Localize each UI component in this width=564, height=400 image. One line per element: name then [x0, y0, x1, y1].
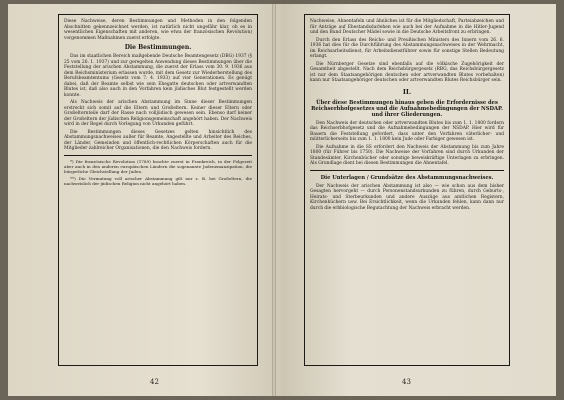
- right-text-frame: [304, 14, 510, 366]
- paragraph: Das im staatlichen Bereich maßgebende Deutsche Beamtengesetz (DBG) 1937 (§ 25 vom 26. 1. 1937) und zur geregelten Anwendung dieses Bestimmungen über die Feststellung der arischen Abstammung, die zuerst der Erlass vom 30. 9. 1936 aus dem Reichsministerium erlassen wurde, mit dem Gesetz zur Wiederherstellung des Berufsbeamtentums (Gesetz vom 7. 4. 1933) auf vier Generationen. Es genügt dabei, daß der Beamte selbst wie sein Ehegatte deutschen oder artverwandten Blutes ist, daß also auch in den Vorfahren kein jüdisches Blut festgestellt werden konnte.: [64, 54, 252, 98]
- paragraph: Als Nachweis der arischen Abstammung im Sinne dieser Bestimmungen erstreckt sich somit auf die Eltern und Großeltern. Keiner dieser Eltern oder Großelternteile darf der Rasse nach volljüdisch gewesen sein. Ebenso darf keiner der Großeltern der jüdischen Religionsgemeinschaft angehört haben. Der Nachweis wird in der Regel durch Vorlegung von Urkunden geführt.: [64, 100, 252, 127]
- paragraph: Die Aufnahme in die SS erfordert den Nachweis der Abstammung bis zum Jahre 1800 (für Führer bis 1750). Die Nachweise der Vorfahren sind durch Urkunden der Standesämter, Kirchenbücher oder sonstige beweiskräftige Unterlagen zu erbringen. Als Grundlage dient bei diesen Bestimmungen die Ahnentafel.: [310, 144, 504, 166]
- page-number: 43: [402, 378, 411, 386]
- page-number: 42: [150, 378, 159, 386]
- intro-paragraph: Diese Nachweise, deren Bestimmungen und Methoden in den folgenden Abschnitten gekennzeichnet werden, ist natürlich nicht ungefähr klar, ob es in wesentlichen Eigenschaften mit anderen, wie etwa der französischen Revolution) vorgenommen Maßnahmen zuerst erfolgte.: [64, 19, 252, 41]
- footnote: *) Die französische Revolution (1789) brachte zuerst in Frankreich, in der Folgezeit aber auch in den anderen europäischen Ländern die sogenannte Judenemanzipation, die bürgerliche Gleichstellung der Juden.: [64, 158, 252, 174]
- left-page: [8, 4, 282, 396]
- footnote: **) Die Vermutung voll arischer Abstammung gilt nur z. B. bei Großeltern, die nachweislich der jüdischen Religion nicht angehört haben.: [64, 175, 252, 186]
- book-gutter: [272, 4, 276, 396]
- paragraph: Die Bestimmungen dieses Gesetzes gelten hinsichtlich des Abstammungsnachweises außer für Beamte, Angestellte und Arbeiter des Reiches, der Länder, Gemeinden und öffentlich-rechtlichen Körperschaften auch für die Mitglieder zahlreicher Organisationen, die den Nachweis fordern.: [64, 129, 252, 151]
- paragraph: Nachweise, Ahnentafeln und ähnliches ist für die Mitgliedschaft, Parteiabzeichen und für Anträge auf Ehestandsdarlehen wie auch bei der Aufnahme in die Hitler-Jugend und den Bund Deutscher Mädel sowie in die Deutsche Arbeitsfront zu erbringen.: [310, 19, 504, 35]
- section-numeral: II.: [402, 87, 412, 96]
- section-title: Die Bestimmungen.: [124, 44, 192, 51]
- section-title: Über diese Bestimmungen hinaus geben die Erfordernisse des Reichserbhofgesetzes und die Aufnahmebedingungen der NSDAP. und ihrer Gliederungen.: [311, 99, 503, 118]
- section2-title: Die Unterlagen / Grundsätze des Abstammungsnachweises.: [320, 174, 494, 181]
- paragraph: Die Nürnberger Gesetze sind ebenfalls auf die völkische Zugehörigkeit der Gesamtheit abgestellt. Nach dem Reichsbürgergesetz (RBG, das Reichsbürgergesetz ist nur dem Staatsangehörigen deutschen oder artverwandten Blutes vorbehalten) kann nur Staatsangehöriger deutschen oder artverwandten Blutes Reichsbürger sein.: [310, 61, 504, 83]
- paragraph: Durch den Erlass des Reichs- und Preußischen Ministers des Innern vom 26. 6. 1936 hat dies für die Durchführung des Abstammungsnachweises in der Wehrmacht, im Reichsarbeitsdienst, für Arbeitsdienstführer sowie für sonstige Stellen Bedeutung erlangt.: [310, 37, 504, 59]
- paragraph: Den Nachweis der deutschen oder artverwandten Blutes bis zum 1. 1. 1800 fordern das Reichserbhofgesetz und die Aufnahmebedingungen der NSDAP. Hier wird für Bauern die Feststellung gefordert, dass unter den Vorfahren väterlicher- und mütterlicherseits bis zum 1. 1. 1800 kein Jude oder Farbiger gewesen ist.: [310, 120, 504, 142]
- section-divider: [310, 170, 504, 171]
- booklet-spread: [8, 4, 556, 396]
- left-text-frame: [58, 14, 258, 366]
- right-page: [282, 4, 556, 396]
- footnote-divider: [64, 155, 252, 156]
- paragraph: Der Nachweis der arischen Abstammung ist also — wie schon aus dem bisher Gesagten hervorgeht — durch Personenstandsurkunden zu führen, durch Geburts-, Heirats- und Sterbeurkunden und andere Auszüge aus amtlichen Registern, Kirchenbüchern usw. Bei Ersichtlichkeit, wenn die Urkunden fehlen, kann dann nur durch die erbbiologische Begutachtung der Nachweis erbracht werden.: [310, 183, 504, 211]
